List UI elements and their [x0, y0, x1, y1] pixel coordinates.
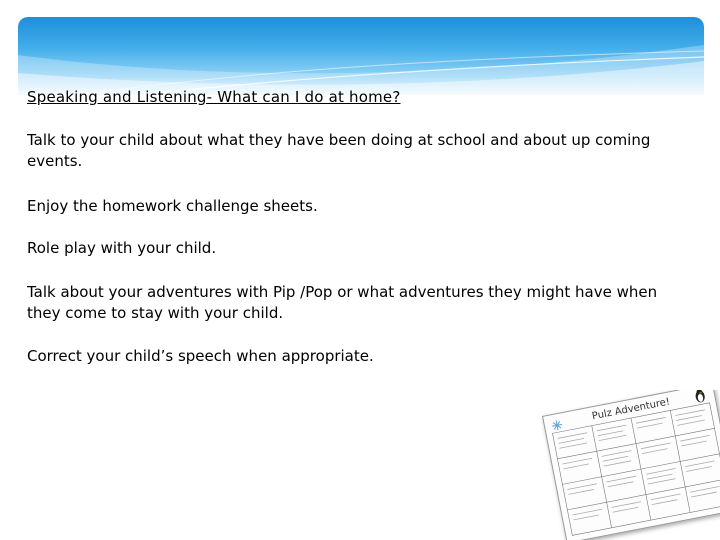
- slide-title: Speaking and Listening- What can I do at home?: [27, 88, 401, 106]
- paragraph-role-play: Role play with your child.: [27, 239, 217, 257]
- paragraph-correct-speech: Correct your child’s speech when appropriate.: [27, 347, 374, 365]
- paragraph-pip-pop-adventures: Talk about your adventures with Pip /Pop or what adventures they might have when they come to stay with your child.: [27, 283, 658, 322]
- paragraph-homework-sheets: Enjoy the homework challenge sheets.: [27, 197, 318, 215]
- paragraph-talk-about-school: Talk to your child about what they have been doing at school and about up coming events.: [27, 131, 651, 170]
- penguin-icon: [694, 390, 705, 403]
- snowflake-icon: [551, 419, 563, 431]
- worksheet-grid: [543, 390, 720, 540]
- header-band: [18, 17, 704, 95]
- header-swoosh-decoration: [18, 17, 704, 95]
- worksheet-title: Pulz Adventure!: [591, 396, 671, 423]
- worksheet-image: [540, 390, 720, 540]
- worksheet-page: [542, 390, 720, 540]
